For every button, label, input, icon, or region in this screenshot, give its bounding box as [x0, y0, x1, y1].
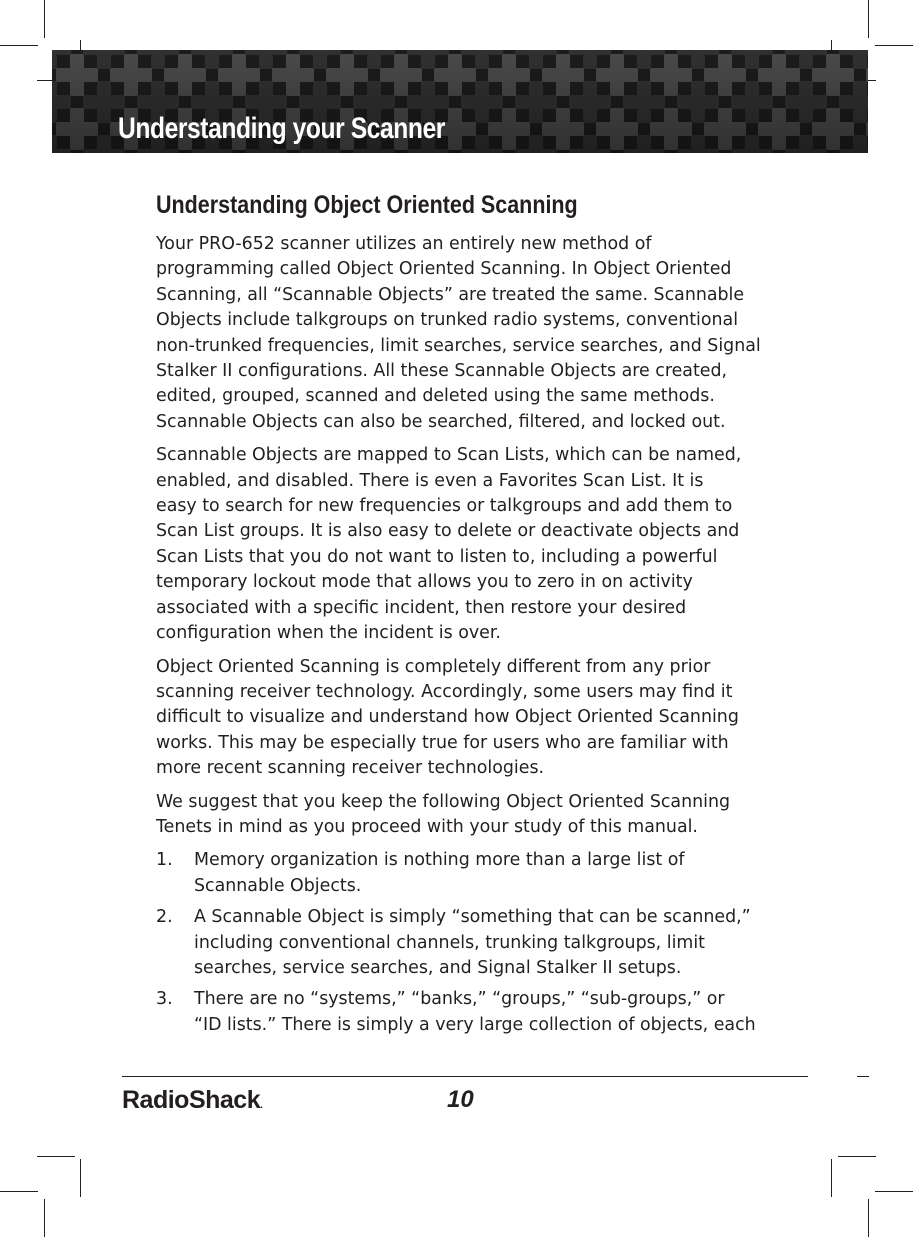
crop-mark	[868, 0, 869, 38]
list-number: 3.	[156, 989, 173, 1010]
crop-mark	[838, 1156, 876, 1157]
text-line: Scan Lists that you do not want to listen to, including a powerful	[156, 546, 718, 567]
text-line: Memory organization is nothing more than a large list of	[194, 850, 685, 871]
numbered-list	[156, 848, 796, 1038]
text-line: Tenets in mind as you proceed with your study of this manual.	[156, 816, 698, 837]
list-item	[156, 848, 796, 899]
text-line: Scannable Objects are mapped to Scan Lists, which can be named,	[156, 445, 742, 466]
text-line: Objects include talkgroups on trunked radio systems, conventional	[156, 310, 739, 331]
text-line: enabled, and disabled. There is even a Favorites Scan List. It is	[156, 470, 704, 491]
chapter-title: Understanding your Scanner	[118, 112, 445, 145]
text-line: Your PRO-652 scanner utilizes an entirely new method of	[156, 234, 652, 254]
text-line: programming called Object Oriented Scanning. In Object Oriented	[156, 259, 732, 280]
paragraph	[156, 232, 796, 435]
crop-mark	[868, 1199, 869, 1237]
paragraph	[156, 655, 796, 782]
text-line: Scannable Objects can also be searched, filtered, and locked out.	[156, 411, 726, 432]
footer-divider	[122, 1076, 808, 1077]
text-line: Scan List groups. It is also easy to delete or deactivate objects and	[156, 521, 740, 542]
text-line: configuration when the incident is over.	[156, 623, 501, 644]
paragraph	[156, 443, 796, 646]
crop-mark	[0, 1191, 38, 1192]
brand-name: RadioShack	[122, 1086, 261, 1114]
crop-mark	[875, 1191, 913, 1192]
text-line: We suggest that you keep the following Object Oriented Scanning	[156, 791, 731, 812]
crop-mark	[44, 0, 45, 38]
list-number: 1.	[156, 850, 173, 871]
text-line: works. This may be especially true for users who are familiar with	[156, 732, 729, 753]
text-line: Stalker II configurations. All these Scannable Objects are created,	[156, 361, 728, 382]
crop-mark	[80, 1159, 81, 1197]
text-line: There are no “systems,” “banks,” “groups,” “sub-groups,” or	[194, 989, 725, 1010]
page-number: 10	[447, 1086, 474, 1113]
text-line: searches, service searches, and Signal Stalker II setups.	[194, 957, 682, 978]
section-heading: Understanding Object Oriented Scanning	[156, 191, 578, 219]
radioshack-logo	[122, 1086, 262, 1115]
text-line: scanning receiver technology. Accordingly, some users may find it	[156, 681, 733, 702]
paragraph	[156, 790, 796, 841]
text-line: Scannable Objects.	[194, 875, 362, 896]
text-line: easy to search for new frequencies or talkgroups and add them to	[156, 496, 733, 517]
text-line: non-trunked frequencies, limit searches, service searches, and Signal	[156, 335, 761, 356]
brand-dot: .	[260, 1100, 263, 1111]
text-line: more recent scanning receiver technologies.	[156, 758, 545, 779]
list-item	[156, 987, 796, 1038]
text-line: associated with a specific incident, then restore your desired	[156, 597, 687, 618]
crop-mark	[44, 1199, 45, 1237]
text-line: difficult to visualize and understand how Object Oriented Scanning	[156, 707, 739, 728]
crop-mark	[831, 1159, 832, 1197]
text-line: “ID lists.” There is simply a very large collection of objects, each	[194, 1014, 756, 1035]
crop-mark	[0, 45, 38, 46]
text-line: edited, grouped, scanned and deleted using the same methods.	[156, 386, 715, 407]
header-banner	[52, 50, 868, 153]
text-line: Scanning, all “Scannable Objects” are treated the same. Scannable	[156, 284, 745, 305]
text-line: A Scannable Object is simply “something that can be scanned,”	[194, 907, 751, 928]
text-line: including conventional channels, trunking talkgroups, limit	[194, 932, 705, 953]
body-text	[156, 232, 796, 1044]
list-number: 2.	[156, 907, 173, 928]
footer-tick	[857, 1076, 869, 1077]
crop-mark	[37, 1156, 75, 1157]
list-item	[156, 905, 796, 981]
text-line: Object Oriented Scanning is completely different from any prior	[156, 656, 711, 677]
text-line: temporary lockout mode that allows you to zero in on activity	[156, 572, 693, 593]
crop-mark	[875, 45, 913, 46]
